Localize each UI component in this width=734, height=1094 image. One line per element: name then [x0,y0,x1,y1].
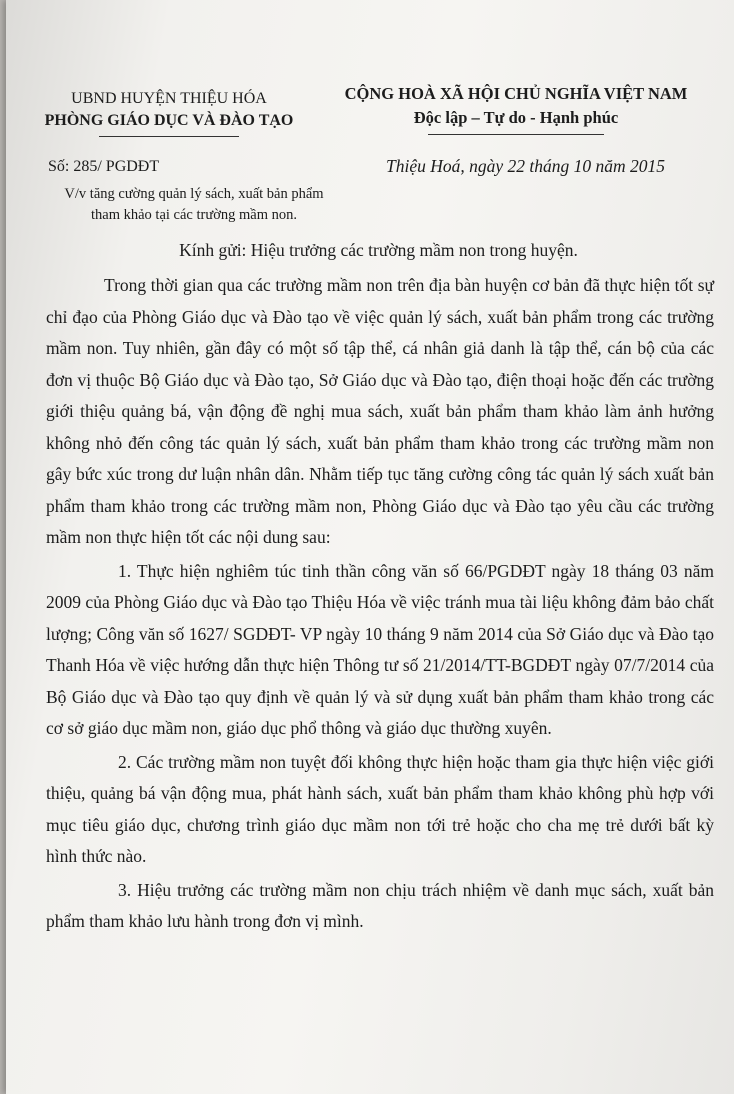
item-1-paragraph: 1. Thực hiện nghiêm túc tinh thần công văn số 66/PGDĐT ngày 18 tháng 03 năm 2009 của Phòng Giáo dục và Đào tạo Thiệu Hóa về việc tránh mua tài liệu không đảm bảo chất lượng; Công văn số 1627/ SGDĐT- VP ngày 10 tháng 9 năm 2014 của Sở Giáo dục và Đào tạo Thanh Hóa về việc hướng dẫn thực hiện Thông tư số 21/2014/TT-BGDĐT ngày 07/7/2014 của Bộ Giáo dục và Đào tạo quy định về quản lý và sử dụng xuất bản phẩm tham khảo trong các cơ sở giáo dục mầm non, giáo dục phổ thông và giáo dục thường xuyên. [46,560,714,738]
subject-line: V/v tăng cường quản lý sách, xuất bản phẩm [64,186,324,202]
agency-parent-name: UBND HUYỆN THIỆU HÓA [71,90,267,107]
document-body [46,270,714,938]
issuing-agency-block [38,88,300,137]
recipient-line: Kính gửi: Hiệu trưởng các trường mầm non trong huyện. [179,240,578,260]
document-page [6,0,734,1094]
place-and-date: Thiệu Hoá, ngày 22 tháng 10 năm 2015 [386,156,666,176]
intro-paragraph: Trong thời gian qua các trường mầm non trên địa bàn huyện cơ bản đã thực hiện tốt sự chỉ đạo của Phòng Giáo dục và Đào tạo về việc quản lý sách, xuất bản phẩm trong các trường mầm non. Tuy nhiên, gần đây có một số tập thể, cá nhân giả danh là tập thể, cán bộ của các đơn vị thuộc Bộ Giáo dục và Đào tạo, Sở Giáo dục và Đào tạo, điện thoại hoặc đến các trường giới thiệu quảng bá, vận động đề nghị mua sách, xuất bản phẩm tham khảo làm ảnh hưởng không nhỏ đến công tác quản lý sách, xuất bản phẩm tham khảo trong các trường mầm non gây bức xúc trong dư luận nhân dân. Nhằm tiếp tục tăng cường công tác quản lý sách xuất bản phẩm tham khảo trong các trường mầm non, Phòng Giáo dục và Đào tạo yêu cầu các trường mầm non thực hiện tốt các nội dung sau: [46,275,714,547]
document-number: Số: 285/ PGDĐT [48,158,160,175]
national-heading-block [322,82,710,135]
item-3-paragraph: 3. Hiệu trưởng các trường mầm non chịu trách nhiệm về danh mục sách, xuất bản phẩm tham khảo lưu hành trong đơn vị mình. [46,879,714,931]
motto-underline [428,134,604,135]
item-2-paragraph: 2. Các trường mầm non tuyệt đối không thực hiện hoặc tham gia thực hiện việc giới thiệu, quảng bá vận động mua, phát hành sách, xuất bản phẩm tham khảo không phù hợp với mục tiêu giáo dục, chương trình giáo dục mầm non tới trẻ hoặc cho cha mẹ trẻ dưới bất kỳ hình thức nào. [46,751,714,866]
national-motto: Độc lập – Tự do - Hạnh phúc [413,108,619,127]
agency-name: PHÒNG GIÁO DỤC VÀ ĐÀO TẠO [44,112,294,129]
document-subject [44,184,344,226]
agency-underline [99,136,239,137]
national-title: CỘNG HOÀ XÃ HỘI CHỦ NGHĨA VIỆT NAM [344,84,688,103]
subject-line: tham khảo tại các trường mầm non. [91,207,297,223]
